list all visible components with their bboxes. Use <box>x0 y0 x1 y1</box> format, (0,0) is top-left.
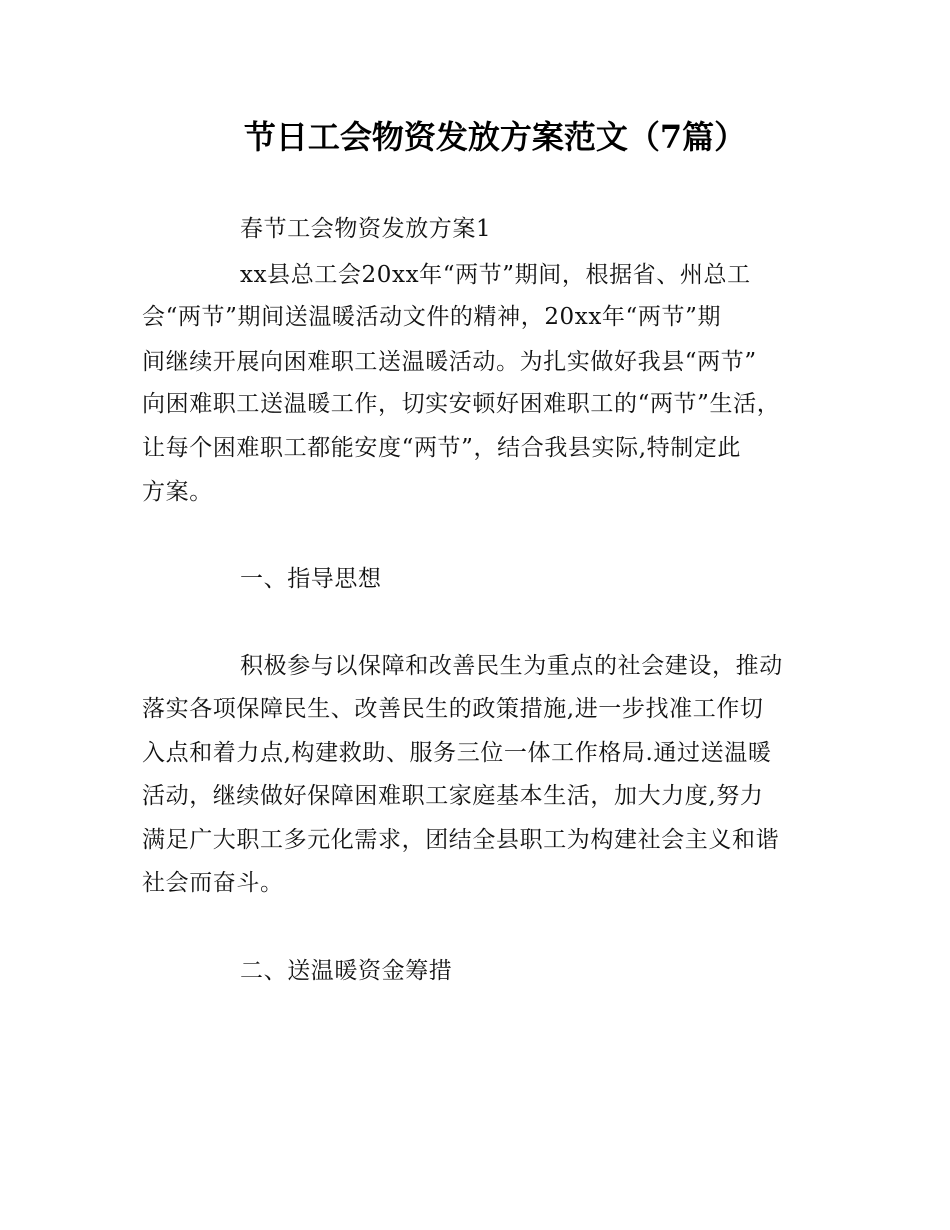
part1-heading: 一、指导思想 <box>240 566 382 592</box>
paragraph-line: 社会而奋斗。 <box>142 870 284 896</box>
paragraph-line: 满足广大职工多元化需求，团结全县职工为构建社会主义和谐 <box>142 827 780 853</box>
paragraph-line: xx县总工会20xx年“两节”期间，根据省、州总工 <box>240 262 751 288</box>
paragraph-line: 落实各项保障民生、改善民生的政策措施,进一步找准工作切 <box>142 696 764 722</box>
paragraph-line: 会“两节”期间送温暖活动文件的精神，20xx年“两节”期 <box>142 304 722 330</box>
paragraph-line: 让每个困难职工都能安度“两节”，结合我县实际,特制定此 <box>142 435 742 461</box>
document-title: 节日工会物资发放方案范文（7篇） <box>243 118 747 156</box>
paragraph-line: 活动，继续做好保障困难职工家庭基本生活，加大力度,努力 <box>142 783 764 809</box>
paragraph-line: 向困难职工送温暖工作，切实安顿好困难职工的“两节”生活， <box>142 391 781 417</box>
paragraph-line: 积极参与以保障和改善民生为重点的社会建设，推动 <box>240 653 783 679</box>
paragraph-line: 间继续开展向困难职工送温暖活动。为扎实做好我县“两节” <box>142 349 757 375</box>
paragraph-line: 入点和着力点,构建救助、服务三位一体工作格局.通过送温暖 <box>142 740 772 766</box>
paragraph-line: 方案。 <box>142 479 213 505</box>
section-heading: 春节工会物资发放方案1 <box>240 216 492 242</box>
part2-heading: 二、送温暖资金筹措 <box>240 958 453 984</box>
